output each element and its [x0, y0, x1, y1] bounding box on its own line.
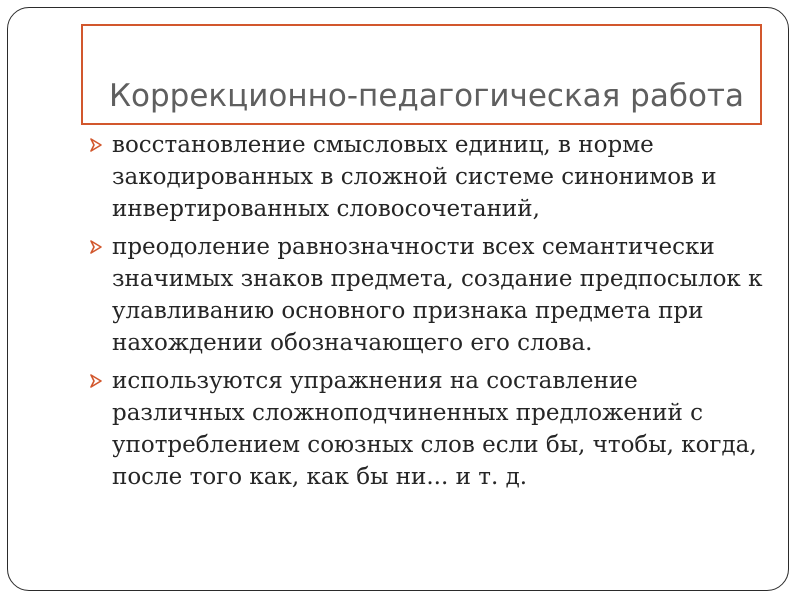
bullet-list	[88, 129, 768, 499]
title-box	[81, 24, 762, 125]
arrowhead-bullet-icon	[88, 365, 112, 397]
bullet-text: преодоление равнозначности всех семантически значимых знаков предмета, создание предпосылок к улавливанию основного признака предмета при нахождении обозначающего его слова.	[112, 234, 763, 356]
bullet-item	[88, 129, 768, 225]
bullet-item	[88, 365, 768, 493]
slide-title: Коррекционно-педагогическая работа	[109, 78, 744, 114]
bullet-text: восстановление смысловых единиц, в норме закодированных в сложной системе синонимов и инвертированных словосочетаний,	[112, 132, 717, 222]
bullet-text: используются упражнения на составление различных сложноподчиненных предложений с употреблением союзных слов если бы, чтобы, когда, после того как, как бы ни... и т. д.	[112, 368, 757, 490]
arrowhead-bullet-icon	[88, 129, 112, 161]
bullet-item	[88, 231, 768, 359]
arrowhead-bullet-icon	[88, 231, 112, 263]
